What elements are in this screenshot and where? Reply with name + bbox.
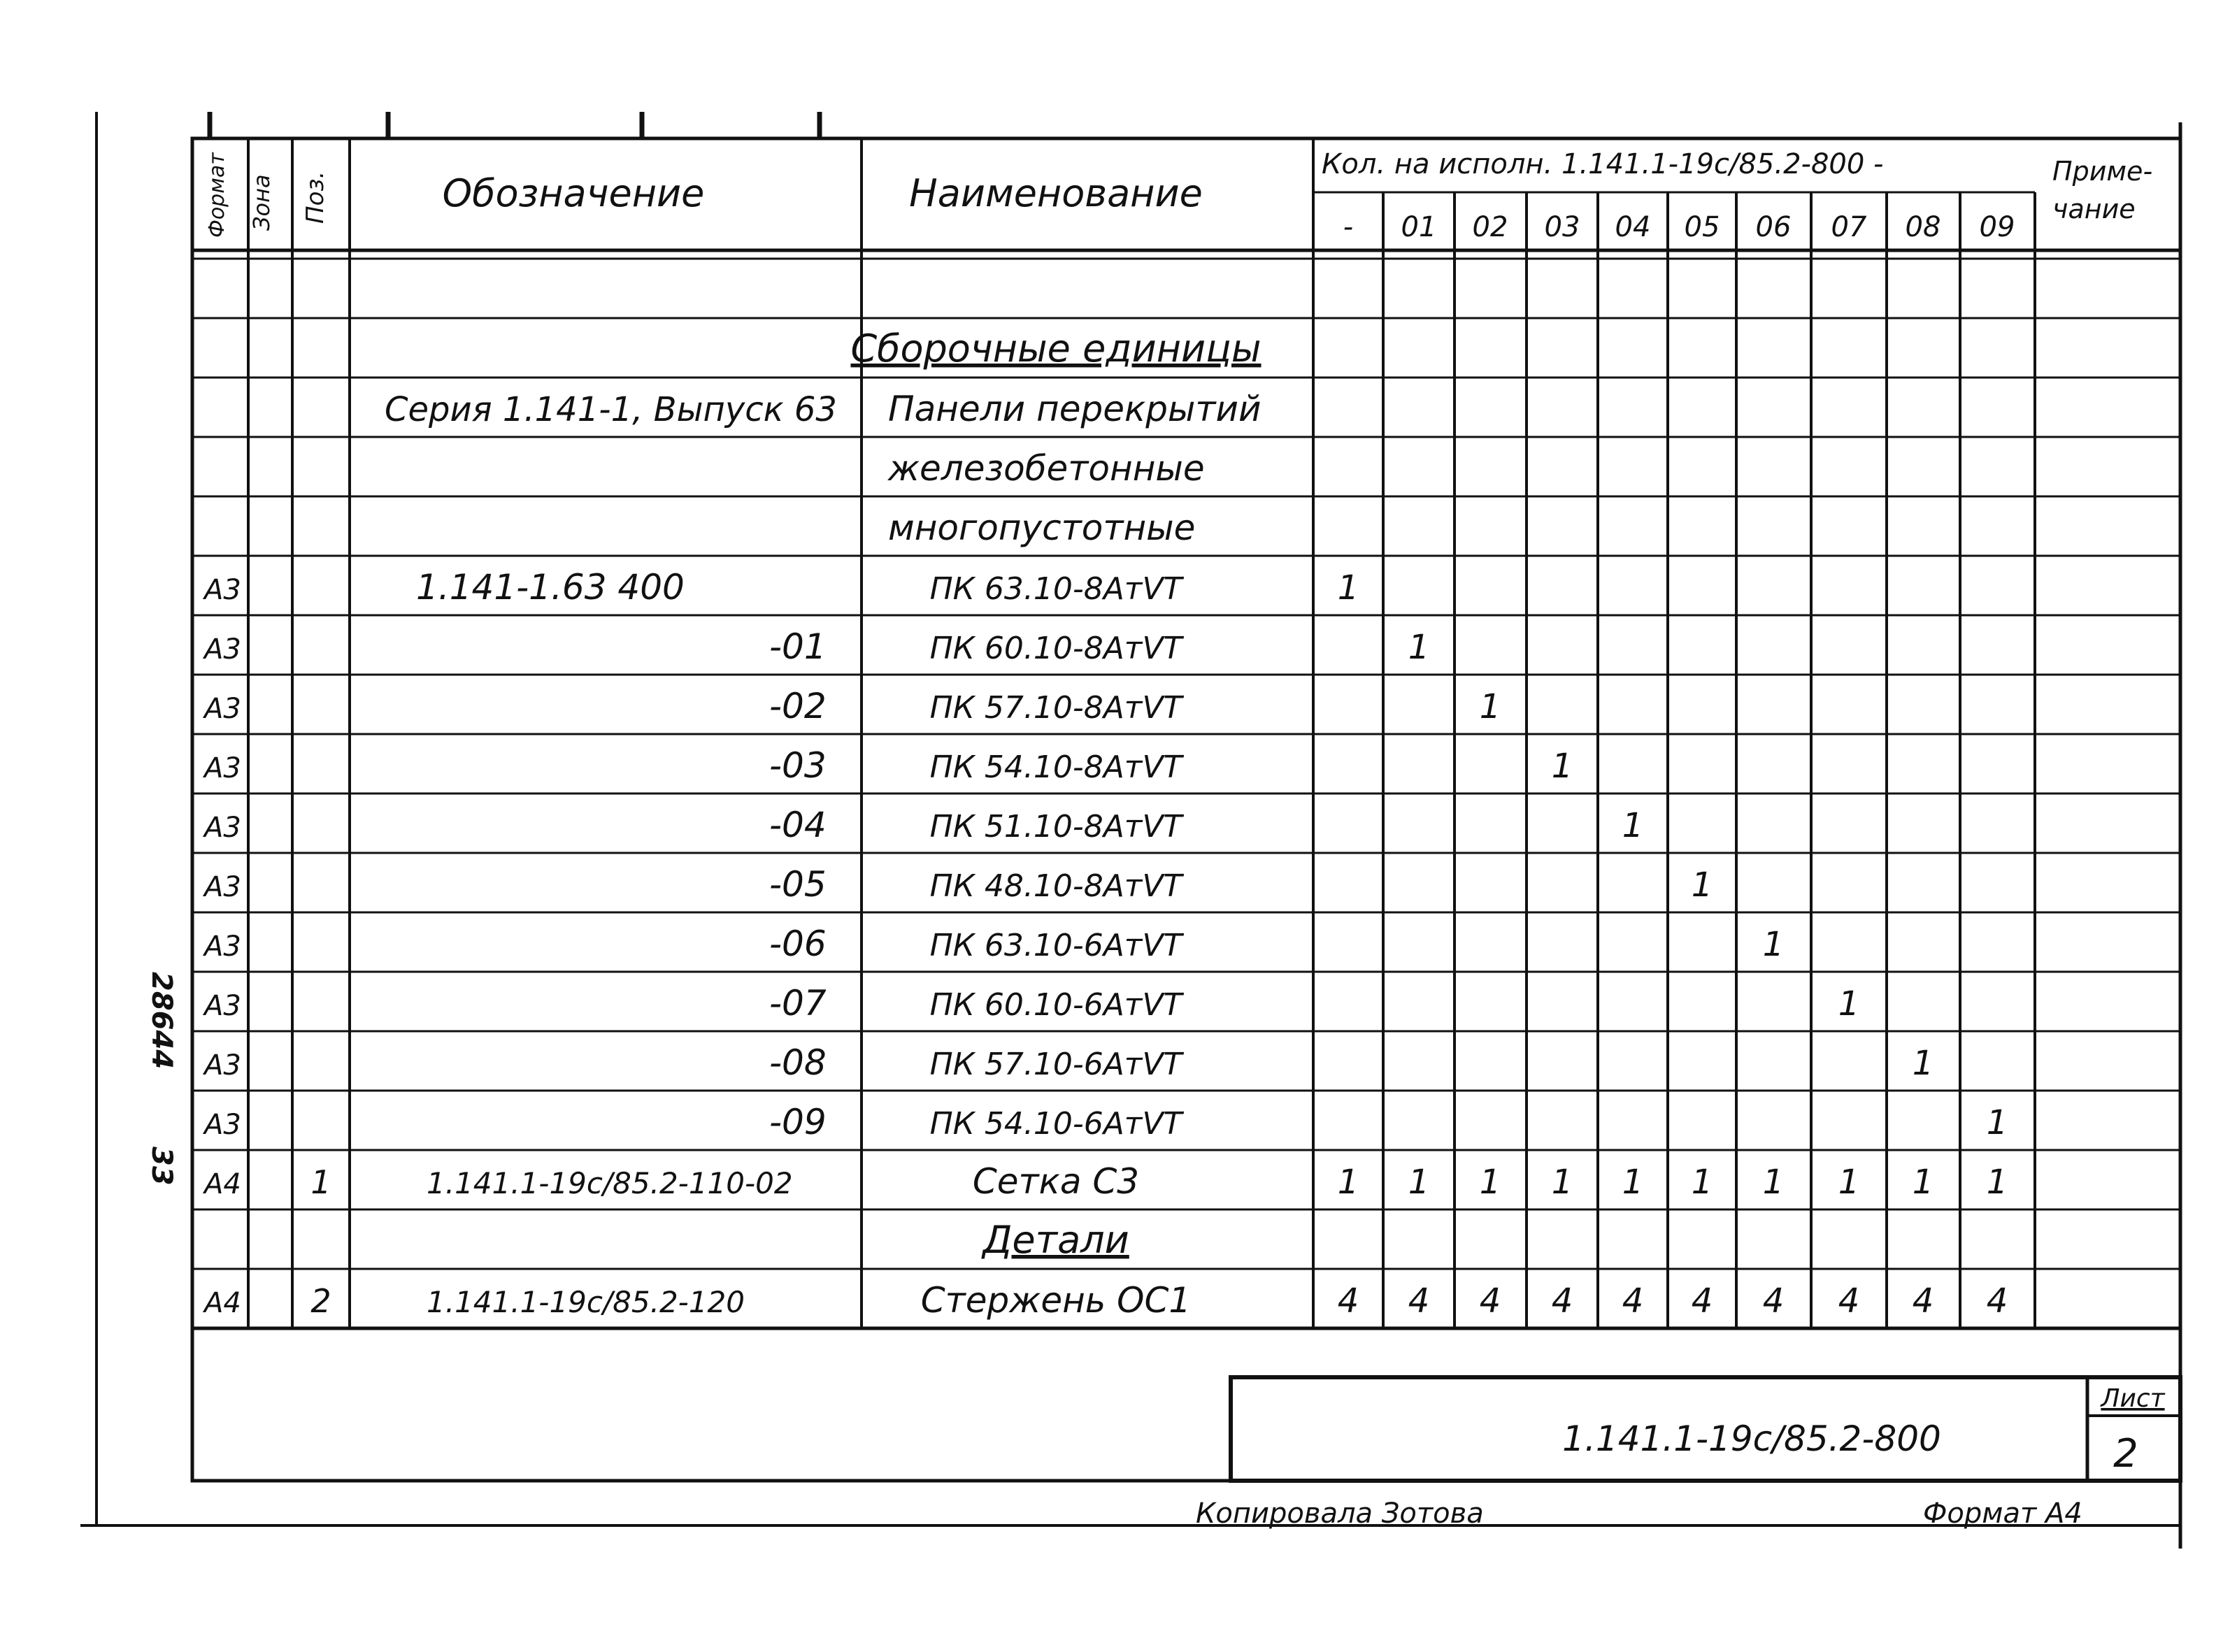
row-name: ПК 63.10-6АтVТ: [929, 928, 1182, 963]
row-name: Сборочные единицы: [850, 326, 1261, 371]
variant-label: 05: [1684, 211, 1720, 243]
row-qty: 1: [1762, 925, 1785, 964]
row-qty: 4: [1551, 1281, 1573, 1321]
row-qty: 4: [1762, 1281, 1785, 1321]
row-qty: 1: [1551, 1163, 1573, 1202]
variant-label: 07: [1831, 211, 1867, 243]
row-qty: 4: [1622, 1281, 1644, 1321]
table-row: [385, 389, 1261, 429]
row-qty: 1: [1912, 1044, 1934, 1083]
header-note-line2: чание: [2052, 194, 2136, 224]
table-row: [981, 1218, 1129, 1262]
row-qty: 4: [1912, 1281, 1934, 1321]
table-row: [888, 508, 1195, 548]
row-name: Сетка С3: [972, 1161, 1140, 1202]
row-designation: -01: [769, 626, 827, 667]
header-designation: Обозначение: [442, 171, 705, 215]
row-format: А3: [204, 812, 241, 844]
row-designation: 1.141-1.63 400: [416, 567, 685, 608]
row-qty: 1: [1622, 1163, 1644, 1202]
row-qty: 1: [1691, 1163, 1713, 1202]
row-name: ПК 54.10-8АтVТ: [929, 749, 1182, 785]
header-format: Формат: [205, 152, 229, 238]
row-name: железобетонные: [888, 448, 1205, 489]
table-row: [202, 626, 1429, 667]
row-qty: 1: [1838, 1163, 1860, 1202]
row-qty: 1: [1337, 1163, 1359, 1202]
row-name: ПК 51.10-8АтVТ: [929, 809, 1182, 845]
row-format: А3: [204, 990, 241, 1022]
row-designation: -03: [769, 745, 827, 786]
row-qty: 1: [1337, 568, 1359, 608]
row-qty: 1: [1479, 687, 1501, 726]
row-format: А3: [204, 1049, 241, 1082]
row-qty: 1: [1986, 1163, 2008, 1202]
row-qty: 1: [1986, 1103, 2008, 1142]
row-qty: 4: [1408, 1281, 1430, 1321]
row-qty: 1: [1479, 1163, 1501, 1202]
row-qty: 1: [1622, 806, 1644, 845]
table-row: [202, 686, 1501, 726]
row-name: ПК 57.10-6АтVТ: [929, 1047, 1182, 1082]
variant-label: 02: [1472, 211, 1508, 243]
row-format: А3: [204, 871, 241, 903]
row-format: А4: [204, 1168, 241, 1200]
variant-label: 04: [1615, 211, 1651, 243]
row-name: ПК 63.10-8АтVТ: [929, 571, 1182, 607]
row-qty: 1: [1838, 984, 1860, 1023]
variant-label: 01: [1401, 211, 1437, 243]
variant-label: -: [1343, 211, 1354, 243]
table-row: [202, 864, 1713, 905]
row-designation: Серия 1.141-1, Выпуск 63: [385, 390, 837, 429]
table-row: [202, 745, 1573, 786]
table-header: [205, 148, 2152, 243]
table-row: [202, 983, 1859, 1023]
row-name: ПК 60.10-6АтVТ: [929, 987, 1182, 1023]
copied-by: Копировала Зотова: [1196, 1497, 1484, 1530]
header-zone: Зона: [248, 174, 275, 231]
row-designation: -09: [769, 1102, 827, 1142]
sheet-label: Лист: [2101, 1384, 2165, 1413]
page-number: 33: [145, 1147, 178, 1186]
table-row: [202, 1042, 1934, 1083]
row-pos: 1: [310, 1163, 331, 1201]
row-qty: 1: [1762, 1163, 1785, 1202]
row-designation: -07: [769, 983, 827, 1023]
header-name: Наименование: [909, 171, 1203, 215]
row-designation: -06: [769, 924, 827, 964]
table-row: [202, 924, 1784, 964]
variant-label: 08: [1905, 211, 1941, 243]
table-row: [887, 448, 1205, 489]
row-qty: 1: [1408, 628, 1430, 667]
row-designation: -08: [769, 1042, 827, 1083]
footer-format: Формат А4: [1923, 1497, 2082, 1530]
row-name: Панели перекрытий: [888, 389, 1261, 429]
row-designation: -02: [769, 686, 827, 726]
row-name: ПК 48.10-8АтVТ: [929, 868, 1182, 904]
row-pos: 2: [310, 1282, 331, 1320]
row-format: А3: [204, 693, 241, 725]
row-designation: 1.141.1-19с/85.2-120: [427, 1285, 745, 1319]
row-qty: 4: [1986, 1281, 2008, 1321]
row-name: Детали: [982, 1218, 1129, 1262]
table-row: [850, 326, 1261, 371]
row-qty: 4: [1337, 1281, 1359, 1321]
header-pos: Поз.: [301, 171, 329, 224]
row-qty: 1: [1691, 865, 1713, 905]
row-format: А4: [204, 1287, 241, 1319]
sheet-number: 2: [2113, 1431, 2138, 1477]
row-qty: 4: [1838, 1281, 1860, 1321]
row-format: А3: [204, 1109, 241, 1141]
row-designation: -05: [769, 864, 827, 905]
row-format: А3: [204, 931, 241, 963]
variant-label: 03: [1544, 211, 1580, 243]
row-format: А3: [204, 752, 241, 784]
row-qty: 1: [1408, 1163, 1430, 1202]
row-designation: 1.141.1-19с/85.2-110-02: [427, 1166, 793, 1200]
row-qty: 1: [1912, 1163, 1934, 1202]
row-designation: -04: [769, 805, 827, 845]
row-name: многопустотные: [888, 508, 1196, 548]
variant-label: 09: [1979, 211, 2015, 243]
header-qty-title: Кол. на исполн. 1.141.1-19с/85.2-800 -: [1322, 148, 1884, 180]
row-name: Стержень ОС1: [920, 1280, 1192, 1321]
title-block: [1231, 1377, 2180, 1481]
inventory-number: 28644: [145, 972, 178, 1070]
row-format: А3: [204, 633, 241, 666]
variant-label: 06: [1755, 211, 1792, 243]
title-block-code: 1.141.1-19с/85.2-800: [1562, 1418, 1941, 1459]
header-note-line1: Приме-: [2052, 156, 2153, 187]
row-qty: 1: [1551, 747, 1573, 786]
variant-labels: [1343, 211, 2015, 243]
row-name: ПК 57.10-8АтVТ: [929, 690, 1182, 726]
row-format: А3: [204, 574, 241, 606]
table-row: [202, 567, 1359, 608]
row-name: ПК 60.10-8АтVТ: [929, 631, 1182, 666]
row-qty: 4: [1691, 1281, 1713, 1321]
row-qty: 4: [1479, 1281, 1501, 1321]
row-name: ПК 54.10-6АтVТ: [929, 1106, 1182, 1142]
table-row: [202, 805, 1643, 845]
